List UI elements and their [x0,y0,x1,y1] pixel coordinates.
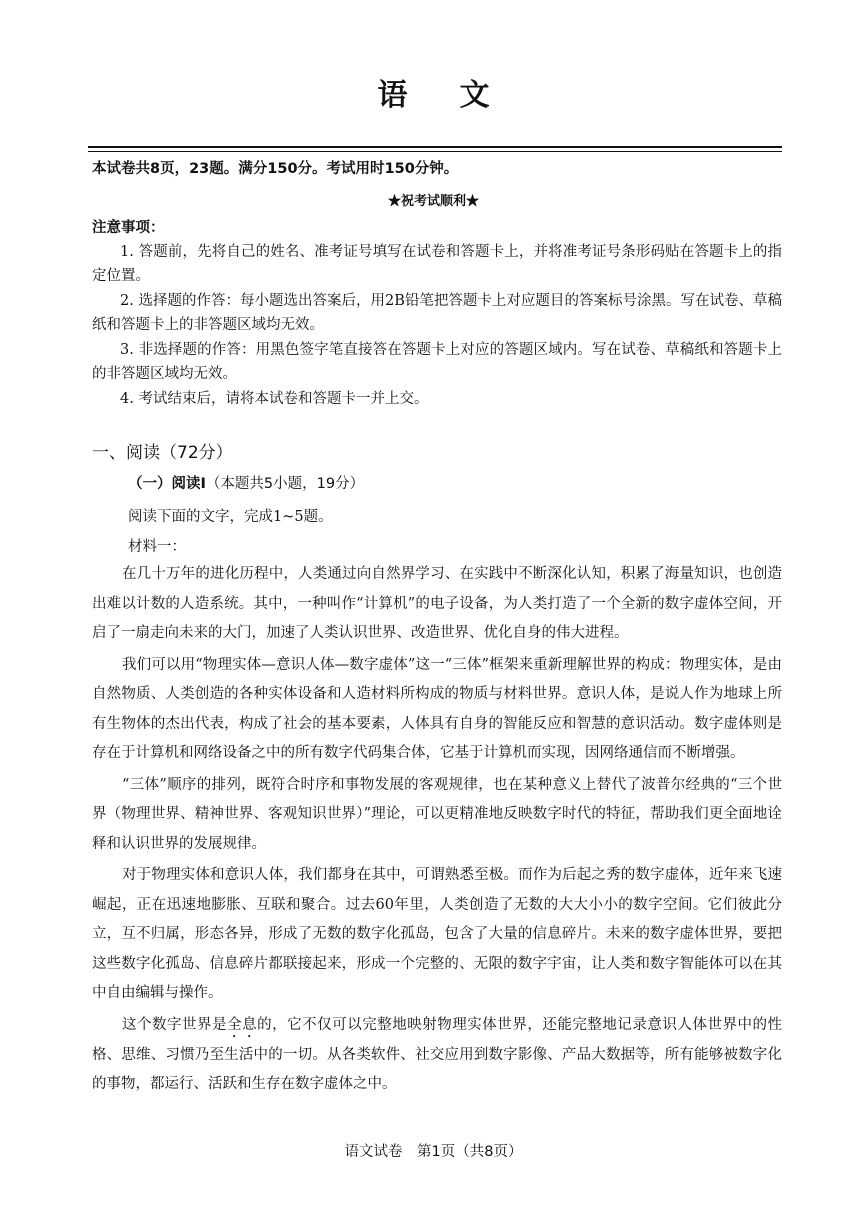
subsection-info: （本题共5小题，19分） [205,476,365,492]
passage-paragraph [92,1011,782,1100]
notes-item: 3. 非选择题的作答：用黑色签字笔直接答在答题卡上对应的答题区域内。写在试卷、草稿纸和答题卡上的非答题区域均无效。 [92,342,782,382]
notes-list [92,240,782,412]
passage-paragraph: “三体”顺序的排列，既符合时序和事物发展的客观规律，也在某种意义上替代了波普尔经典的“三个世界（物理世界、精神世界、客观知识世界）”理论，可以更精准地反映数字时代的特征，帮助我们更全面地诠释和认识世界的发展规律。 [92,776,782,852]
section-title: 一、阅读（72分） [92,443,233,463]
notes-item: 4. 考试结束后，请将本试卷和答题卡一并上交。 [120,391,429,407]
emphasized-term: 全息 [227,1016,258,1033]
reading-instruction: 阅读下面的文字，完成1~5题。 [128,509,333,525]
passage-paragraph: 我们可以用“物理实体—意识人体—数字虚体”这一“三体”框架来重新理解世界的构成：物理实体，是由自然物质、人类创造的各种实体设备和人造材料所构成的物质与材料世界。意识人体，是说人作为地球上所有生物体的杰出代表，构成了社会的基本要素，人体具有自身的智能反应和智慧的意识活动。数字虚体则是存在于计算机和网络设备之中的所有数字代码集合体，它基于计算机而实现，因网络通信而不断增强。 [92,656,782,761]
passage-paragraph: 对于物理实体和意识人体，我们都身在其中，可谓熟悉至极。而作为后起之秀的数字虚体，近年来飞速崛起，正在迅速地膨胀、互联和聚合。过去60年里，人类创造了无数的大大小小的数字空间。它们彼此分立，互不归属，形态各异，形成了无数的数字化孤岛，包含了大量的信息碎片。未来的数字虚体世界，要把这些数字化孤岛、信息碎片都联接起来，形成一个完整的、无限的数字宇宙，让人类和数字智能体可以在其中自由编辑与操作。 [92,867,782,1001]
paragraph-text-after: 的，它不仅可以完整地映射物理实体世界，还能完整地记录意识人体世界中的性格、思维、习惯乃至生活中的一切。从各类软件、社交应用到数字影像、产品大数据等，所有能够被数字化的事物，都运行、活跃和生存在数字虚体之中。 [92,1016,783,1092]
header-rule-thin [88,151,782,152]
page-title: 语文 [377,78,542,113]
notes-item: 1. 答题前，先将自己的姓名、准考证号填写在试卷和答题卡上，并将准考证号条形码贴在答题卡上的指定位置。 [92,244,782,284]
material-label: 材料一： [128,539,186,555]
passage-body [92,560,782,1102]
paragraph-text-before: 这个数字世界是 [122,1016,228,1033]
good-luck-banner: ★祝考试顺利★ [387,194,479,209]
notes-item: 2. 选择题的作答：每小题选出答案后，用2B铅笔把答题卡上对应题目的答案标号涂黑。写在试卷、草稿纸和答题卡上的非答题区域均无效。 [92,293,782,333]
notes-heading: 注意事项： [92,220,165,236]
passage-paragraph: 在几十万年的进化历程中，人类通过向自然界学习、在实践中不断深化认知，积累了海量知识，也创造出难以计数的人造系统。其中，一种叫作“计算机”的电子设备，为人类打造了一个全新的数字虚体空间，开启了一扇走向未来的大门，加速了人类认识世界、改造世界、优化自身的伟大进程。 [92,566,782,641]
exam-summary: 本试卷共8页，23题。满分150分。考试用时150分钟。 [92,161,459,177]
subsection-name: （一）阅读Ⅰ [128,476,206,492]
page-footer: 语文试卷 第1页（共8页） [344,1144,523,1160]
subsection-title [128,472,364,493]
header-rule-thick [88,146,782,148]
